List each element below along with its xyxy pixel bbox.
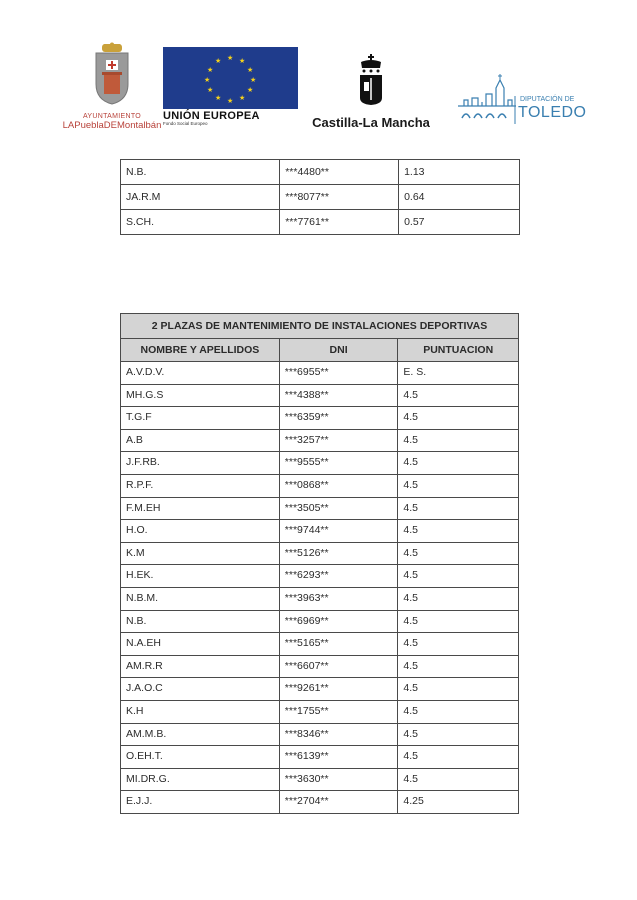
diputacion-label: DIPUTACIÓN DE (520, 96, 575, 103)
name-cell: N.B. (121, 610, 280, 633)
name-cell: AM.R.R (121, 655, 280, 678)
name-cell: MI.DR.G. (121, 768, 280, 791)
name-cell: S.CH. (121, 210, 280, 235)
page-header (0, 0, 637, 140)
table-row (121, 587, 519, 610)
score-cell: 4.5 (398, 768, 519, 791)
score-cell: 4.5 (398, 542, 519, 565)
score-cell: 4.5 (398, 565, 519, 588)
score-cell: 4.5 (398, 407, 519, 430)
score-cell: 4.5 (398, 474, 519, 497)
dni-cell: ***5165** (279, 633, 398, 656)
dni-cell: ***3963** (279, 587, 398, 610)
column-header-name: NOMBRE Y APELLIDOS (121, 339, 280, 362)
table-row (121, 768, 519, 791)
name-cell: T.G.F (121, 407, 280, 430)
name-cell: H.O. (121, 520, 280, 543)
dni-cell: ***5126** (279, 542, 398, 565)
name-cell: JA.R.M (121, 185, 280, 210)
score-cell: 4.5 (398, 587, 519, 610)
table-row (121, 429, 519, 452)
dni-cell: ***8077** (280, 185, 399, 210)
table-row (121, 565, 519, 588)
name-cell: N.B.M. (121, 587, 280, 610)
coat-of-arms-icon (92, 42, 132, 106)
dni-cell: ***9744** (279, 520, 398, 543)
ue-title: UNIÓN EUROPEA (163, 110, 260, 122)
castilla-la-mancha-logo (312, 54, 430, 130)
dni-cell: ***1755** (279, 700, 398, 723)
score-cell: 4.5 (398, 610, 519, 633)
name-cell: F.M.EH (121, 497, 280, 520)
table-row (121, 452, 519, 475)
column-header-score: PUNTUACION (398, 339, 519, 362)
table-row (121, 723, 519, 746)
table-row (121, 497, 519, 520)
score-cell: 4.5 (398, 723, 519, 746)
dni-cell: ***8346** (279, 723, 398, 746)
union-europea-logo (163, 47, 299, 126)
table-row (121, 678, 519, 701)
table-row (121, 407, 519, 430)
table-header-row (121, 339, 519, 362)
eu-flag-icon: ★ ★ ★ ★ ★ ★ ★ ★ ★ ★ ★ ★ (163, 47, 298, 109)
ayuntamiento-logo (62, 42, 162, 131)
table-row (121, 384, 519, 407)
dni-cell: ***6955** (279, 362, 398, 385)
name-cell: A.B (121, 429, 280, 452)
previous-list-table (120, 159, 520, 235)
score-cell: E. S. (398, 362, 519, 385)
table-row (121, 542, 519, 565)
score-cell: 4.5 (398, 655, 519, 678)
score-cell: 0.57 (399, 210, 520, 235)
name-cell: J.F.RB. (121, 452, 280, 475)
toledo-label: TOLEDO (518, 104, 587, 121)
table-title: 2 PLAZAS DE MANTENIMIENTO DE INSTALACIONES DEPORTIVAS (121, 314, 519, 339)
dni-cell: ***6359** (279, 407, 398, 430)
dni-cell: ***7761** (280, 210, 399, 235)
name-cell: K.M (121, 542, 280, 565)
score-cell: 4.5 (398, 700, 519, 723)
table-row (121, 791, 519, 814)
ayuntamiento-label: AYUNTAMIENTO (82, 113, 142, 120)
name-cell: H.EK. (121, 565, 280, 588)
score-cell: 1.13 (399, 160, 520, 185)
table-row (121, 362, 519, 385)
ayuntamiento-name: LAPueblaDEMontalbán (62, 120, 162, 131)
dni-cell: ***2704** (279, 791, 398, 814)
dni-cell: ***6293** (279, 565, 398, 588)
name-cell: A.V.D.V. (121, 362, 280, 385)
name-cell: K.H (121, 700, 280, 723)
score-cell: 4.5 (398, 633, 519, 656)
score-cell: 4.5 (398, 497, 519, 520)
dni-cell: ***6607** (279, 655, 398, 678)
clm-name: Castilla-La Mancha (312, 115, 430, 130)
dni-cell: ***3630** (279, 768, 398, 791)
name-cell: R.P.F. (121, 474, 280, 497)
table-row (121, 700, 519, 723)
table-row (121, 520, 519, 543)
table-row (121, 655, 519, 678)
castle-crown-icon (356, 54, 386, 106)
name-cell: N.A.EH (121, 633, 280, 656)
score-cell: 4.5 (398, 520, 519, 543)
name-cell: MH.G.S (121, 384, 280, 407)
score-cell: 4.5 (398, 452, 519, 475)
name-cell: J.A.O.C (121, 678, 280, 701)
score-cell: 4.5 (398, 746, 519, 769)
table-row (121, 210, 520, 235)
score-cell: 4.25 (398, 791, 519, 814)
table-row (121, 185, 520, 210)
plazas-mantenimiento-table (120, 313, 519, 814)
table-title-row (121, 314, 519, 339)
column-header-dni: DNI (279, 339, 398, 362)
name-cell: AM.M.B. (121, 723, 280, 746)
dni-cell: ***9555** (279, 452, 398, 475)
score-cell: 0.64 (399, 185, 520, 210)
dni-cell: ***9261** (279, 678, 398, 701)
dni-cell: ***3505** (279, 497, 398, 520)
name-cell: E.J.J. (121, 791, 280, 814)
ue-subtitle: Fondo Social Europeo (163, 121, 208, 126)
name-cell: N.B. (121, 160, 280, 185)
dni-cell: ***3257** (279, 429, 398, 452)
name-cell: O.EH.T. (121, 746, 280, 769)
dni-cell: ***6139** (279, 746, 398, 769)
score-cell: 4.5 (398, 678, 519, 701)
table-row (121, 610, 519, 633)
table-row (121, 474, 519, 497)
dni-cell: ***4480** (280, 160, 399, 185)
dni-cell: ***4388** (279, 384, 398, 407)
score-cell: 4.5 (398, 429, 519, 452)
table-row (121, 633, 519, 656)
table-row (121, 746, 519, 769)
score-cell: 4.5 (398, 384, 519, 407)
dni-cell: ***6969** (279, 610, 398, 633)
dni-cell: ***0868** (279, 474, 398, 497)
table-row (121, 160, 520, 185)
